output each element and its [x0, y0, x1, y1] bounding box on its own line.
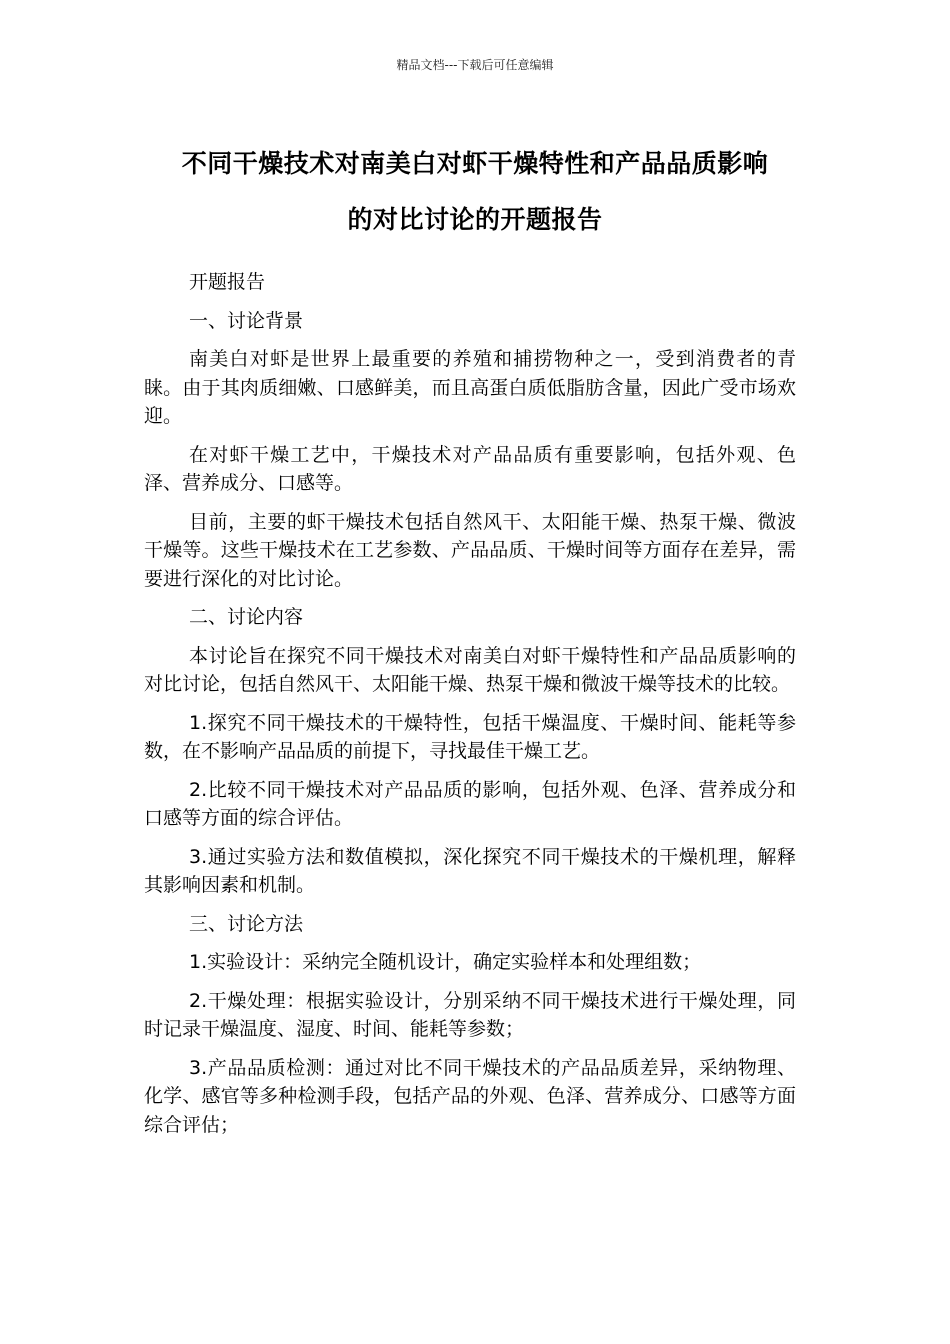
section-heading-background: 一、讨论背景	[189, 309, 304, 332]
list-item: 2.干燥处理：根据实验设计，分别采纳不同干燥技术进行干燥处理，同时记录干燥温度、湿度、时间、能耗等参数；	[144, 989, 796, 1040]
title-line-1: 不同干燥技术对南美白对虾干燥特性和产品品质影响	[181, 149, 769, 178]
document-title	[140, 136, 810, 248]
list-item: 3.通过实验方法和数值模拟，深化探究不同干燥技术的干燥机理，解释其影响因素和机制。	[144, 845, 796, 896]
report-label: 开题报告	[189, 271, 266, 293]
list-item: 2.比较不同干燥技术对产品品质的影响，包括外观、色泽、营养成分和口感等方面的综合评估。	[144, 778, 796, 829]
list-item: 1.实验设计：采纳完全随机设计，确定实验样本和处理组数；	[189, 951, 702, 973]
paragraph: 在对虾干燥工艺中，干燥技术对产品品质有重要影响，包括外观、色泽、营养成分、口感等。	[144, 443, 796, 494]
title-line-2: 的对比讨论的开题报告	[347, 205, 603, 234]
document-body	[144, 268, 796, 1149]
list-item: 1.探究不同干燥技术的干燥特性，包括干燥温度、干燥时间、能耗等参数，在不影响产品品质的前提下，寻找最佳干燥工艺。	[144, 711, 796, 762]
paragraph: 本讨论旨在探究不同干燥技术对南美白对虾干燥特性和产品品质影响的对比讨论，包括自然风干、太阳能干燥、热泵干燥和微波干燥等技术的比较。	[144, 644, 796, 695]
section-heading-method: 三、讨论方法	[189, 912, 304, 935]
paragraph: 南美白对虾是世界上最重要的养殖和捕捞物种之一，受到消费者的青睐。由于其肉质细嫩、口感鲜美，而且高蛋白质低脂肪含量，因此广受市场欢迎。	[144, 348, 796, 427]
paragraph: 目前，主要的虾干燥技术包括自然风干、太阳能干燥、热泵干燥、微波干燥等。这些干燥技术在工艺参数、产品品质、干燥时间等方面存在差异，需要进行深化的对比讨论。	[144, 510, 796, 590]
section-heading-content: 二、讨论内容	[189, 606, 304, 628]
list-item: 3.产品品质检测：通过对比不同干燥技术的产品品质差异，采纳物理、化学、感官等多种检测手段，包括产品的外观、色泽、营养成分、口感等方面综合评估；	[144, 1056, 796, 1136]
header-note: 精品文档---下载后可任意编辑	[396, 58, 554, 72]
